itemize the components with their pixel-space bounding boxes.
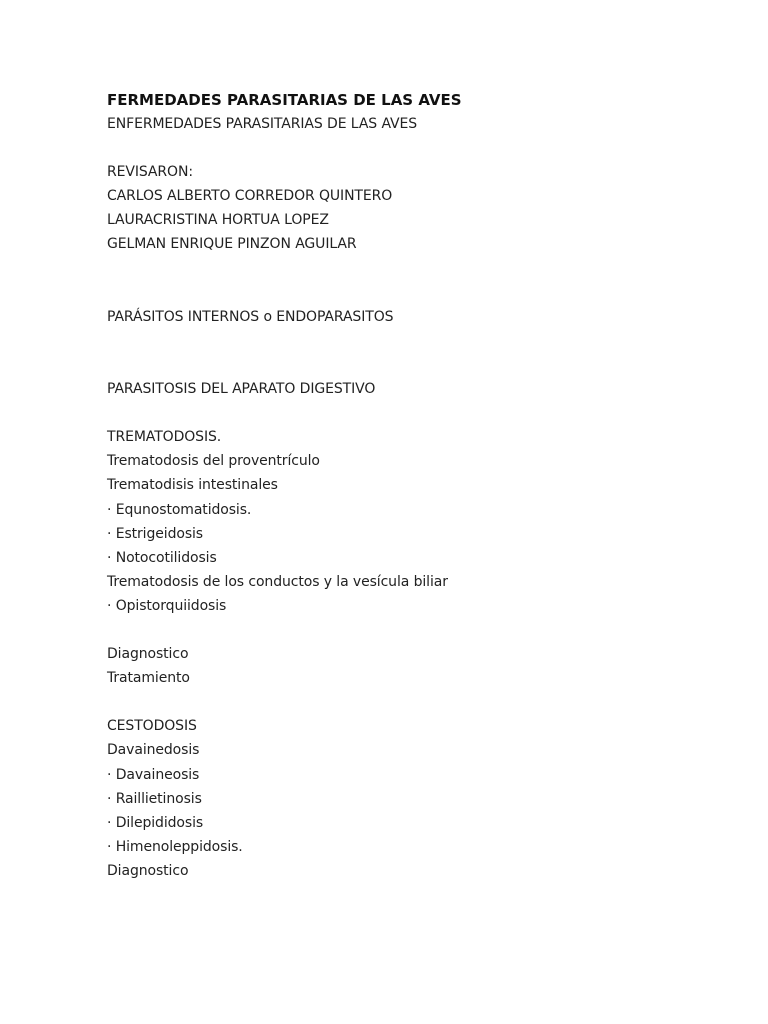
section-heading-internal: PARÁSITOS INTERNOS o ENDOPARASITOS	[107, 308, 394, 325]
blank-line	[107, 281, 727, 305]
list-item: · Equnostomatidosis.	[107, 501, 252, 518]
trematodosis-diagnosis: Diagnostico	[107, 646, 189, 663]
list-item: · Opistorquiidosis	[107, 597, 227, 614]
blank-line	[107, 353, 727, 377]
list-item: · Notocotilidosis	[107, 549, 217, 566]
list-item: Davainedosis	[107, 742, 200, 759]
reviewers-heading: REVISARON:	[107, 164, 193, 181]
blank-line	[107, 329, 727, 353]
blank-line	[107, 257, 727, 281]
list-item: · Dilepididosis	[107, 814, 204, 831]
document-page	[107, 88, 727, 883]
document-subtitle: ENFERMEDADES PARASITARIAS DE LAS AVES	[107, 116, 418, 132]
reviewer-name: CARLOS ALBERTO CORREDOR QUINTERO	[107, 188, 393, 205]
trematodosis-heading: TREMATODOSIS.	[107, 429, 222, 446]
list-item: · Davaineosis	[107, 766, 200, 783]
list-item: · Himenoleppidosis.	[107, 838, 243, 855]
document-title: FERMEDADES PARASITARIAS DE LAS AVES	[107, 91, 462, 109]
trematodosis-treatment: Tratamiento	[107, 670, 190, 687]
list-item: · Estrigeidosis	[107, 525, 203, 542]
list-item: Trematodosis de los conductos y la vesícula biliar	[107, 573, 448, 590]
blank-line	[107, 136, 727, 160]
list-item: Trematodosis del proventrículo	[107, 453, 320, 470]
cestodosis-heading: CESTODOSIS	[107, 718, 197, 735]
blank-line	[107, 618, 727, 642]
list-item: Trematodisis intestinales	[107, 477, 278, 494]
list-item: · Raillietinosis	[107, 790, 202, 807]
blank-line	[107, 401, 727, 425]
reviewer-name: GELMAN ENRIQUE PINZON AGUILAR	[107, 236, 357, 253]
blank-line	[107, 690, 727, 714]
reviewer-name: LAURACRISTINA HORTUA LOPEZ	[107, 212, 329, 229]
section-heading-digestive: PARASITOSIS DEL APARATO DIGESTIVO	[107, 381, 376, 398]
cestodosis-diagnosis: Diagnostico	[107, 862, 189, 879]
